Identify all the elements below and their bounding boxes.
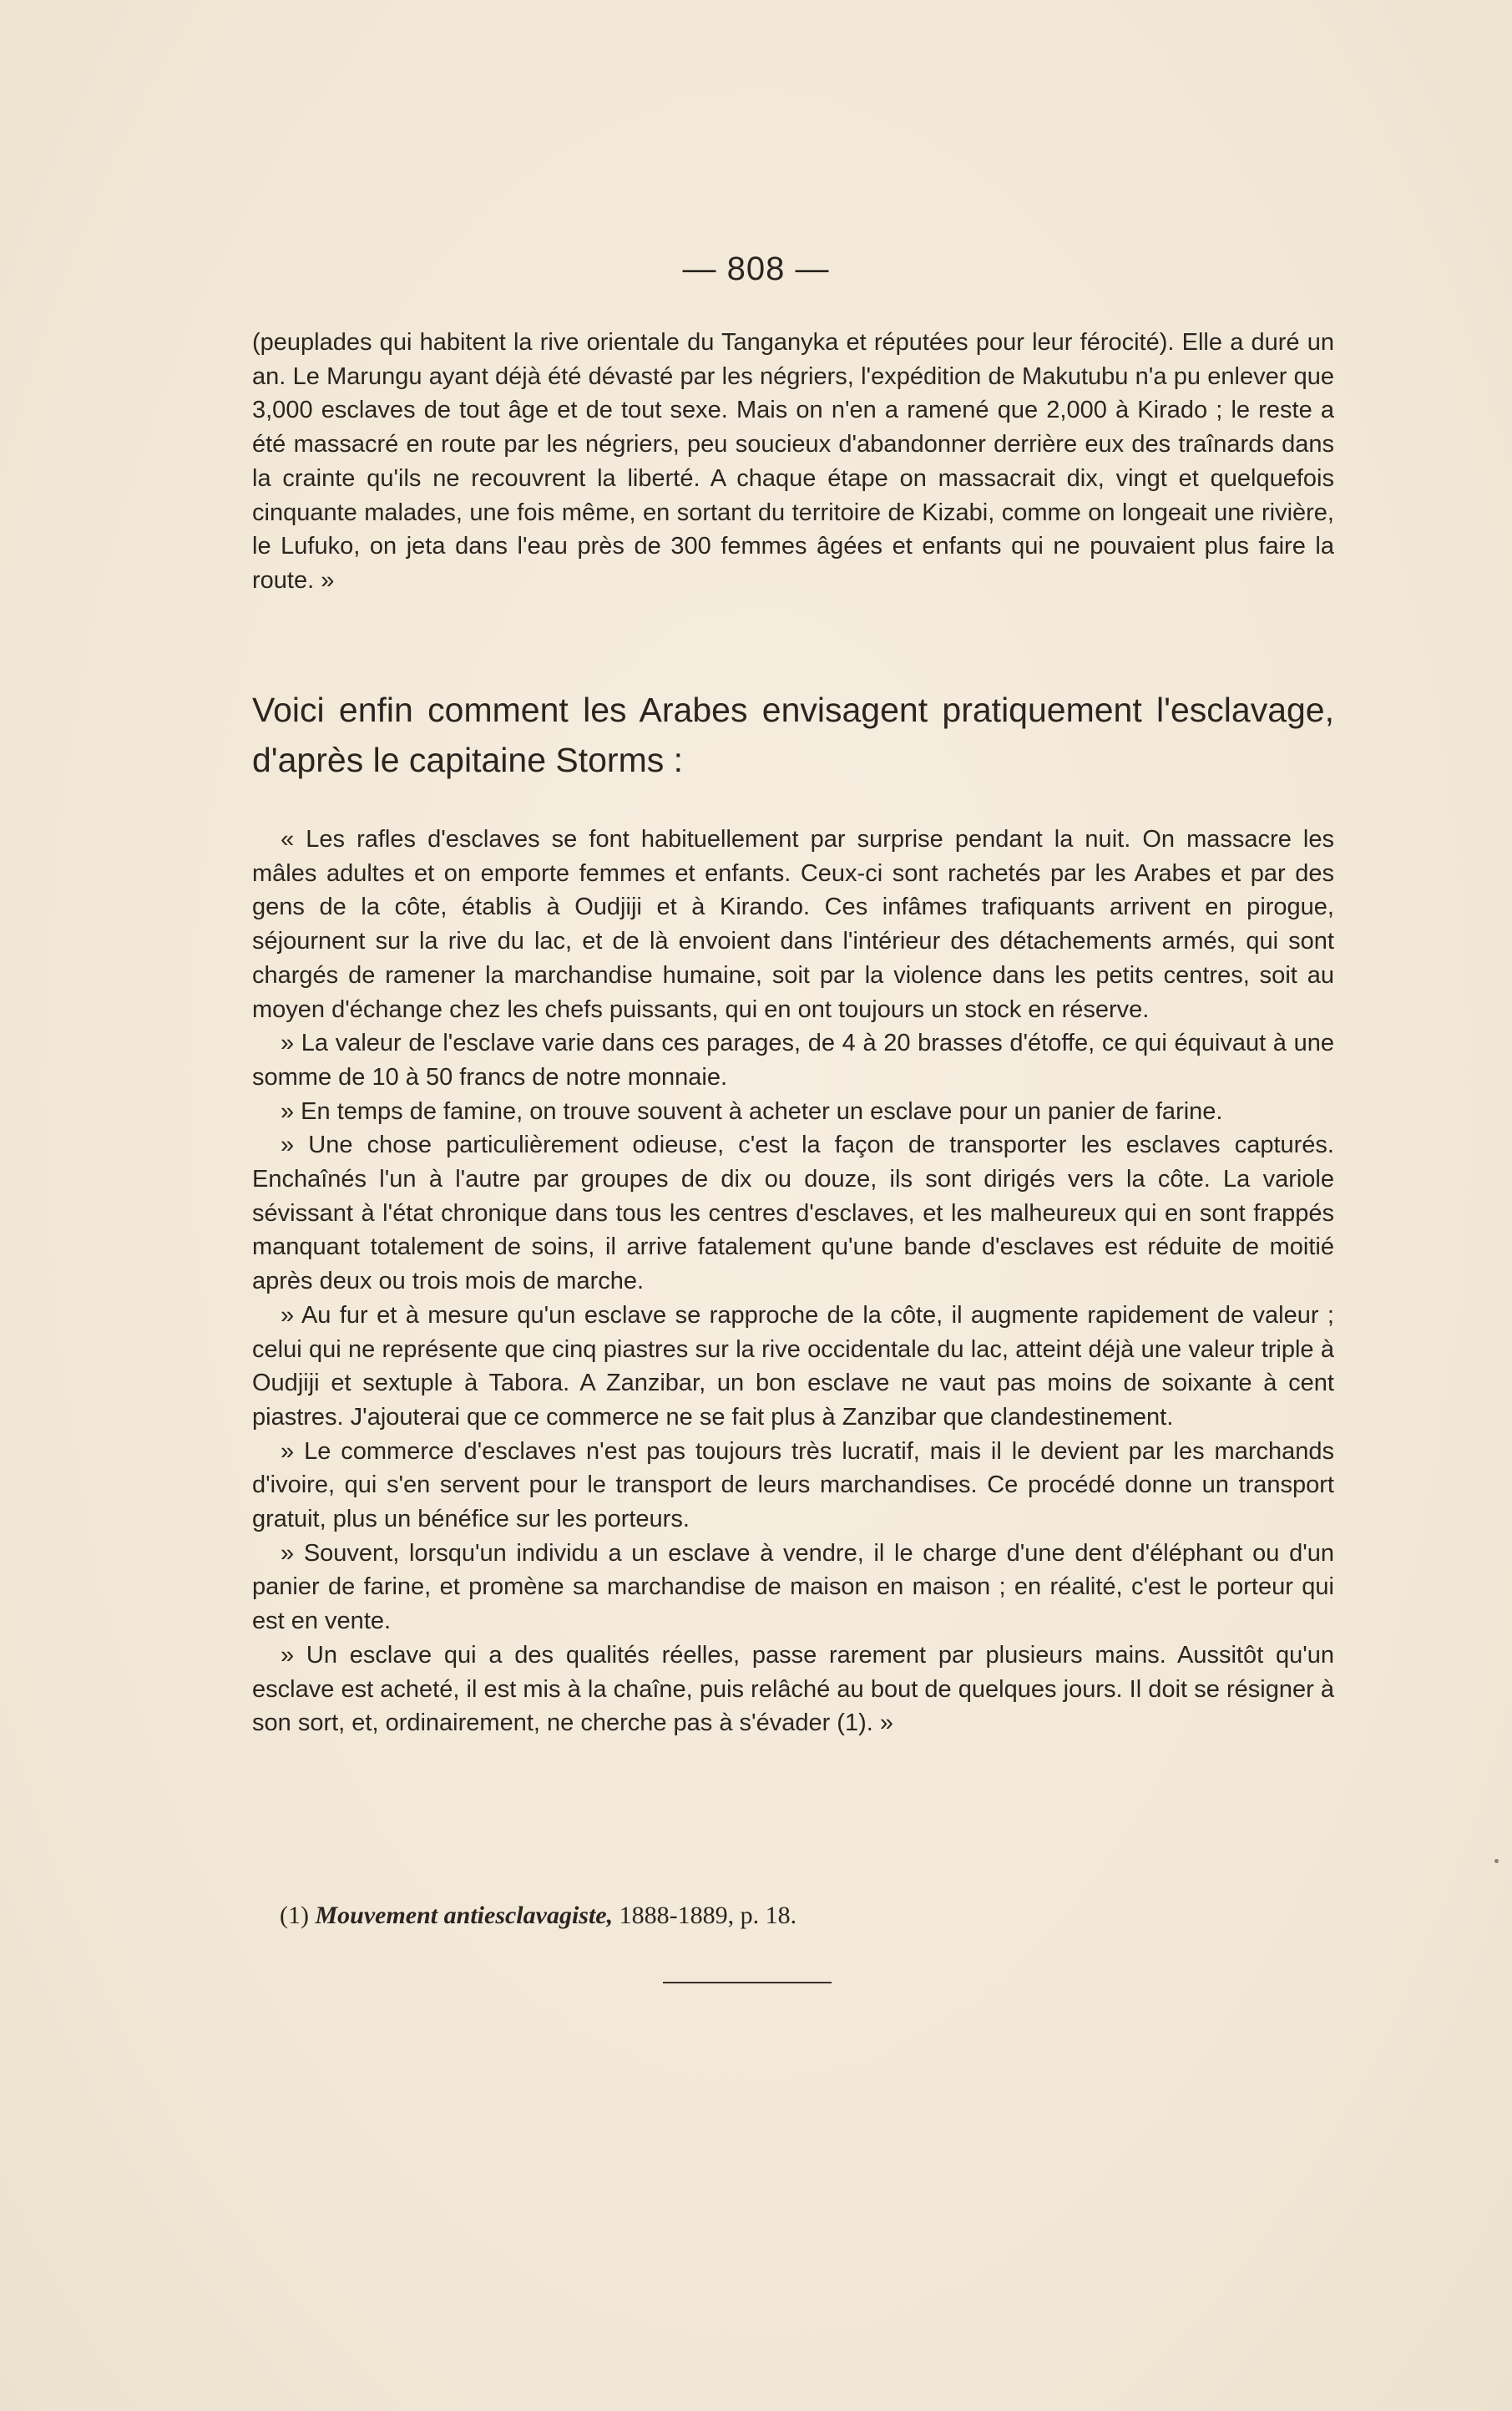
page-number: — 808 —	[682, 251, 830, 287]
end-rule	[663, 1982, 832, 1983]
footnote-title: Mouvement antiesclavagiste,	[315, 1902, 614, 1929]
quote-paragraph: « Les rafles d'esclaves se font habituellement par surprise pendant la nuit. On massacre les mâles adultes et on emporte femmes et enfants. Ceux-ci sont rachetés par les Arabes et par des gens de la côte, établis à Oudjiji et à Kirando. Ces infâmes trafiquants arrivent en pirogue, séjournent sur la rive du lac, et de là envoient dans l'intérieur des détachements armés, qui sont chargés de ramener la marchandise humaine, soit par la violence dans les petits centres, soit au moyen d'échange chez les chefs puissants, qui en ont toujours un stock en réserve.	[252, 826, 1334, 1023]
intro-paragraph: (peuplades qui habitent la rive orientale du Tanganyka et réputées pour leur férocité). Elle a duré un an. Le Marungu ayant déjà été dévasté par les négriers, l'expédition de Makutubu n'a pu enlever que 3,000 esclaves de tout âge et de tout sexe. Mais on n'en a ramené que 2,000 à Kirado ; le reste a été massacré en route par les négriers, peu soucieux d'abandonner derrière eux des traînards dans la crainte qu'ils ne recouvrent la liberté. A chaque étape on massacrait dix, vingt et quelquefois cinquante malades, une fois même, en sortant du territoire de Kizabi, comme on longeait une rivière, le Lufuko, on jeta dans l'eau près de 300 femmes âgées et enfants qui ne pouvaient plus faire la route. »	[252, 329, 1334, 594]
quote-paragraph: » Un esclave qui a des qualités réelles, passe rarement par plusieurs mains. Aussitôt qu'un esclave est acheté, il est mis à la chaîne, puis relâché au bout de quelques jours. Il doit se résigner à son sort, et, ordinairement, ne cherche pas à s'évader (1). »	[252, 1641, 1334, 1737]
quote-paragraph: » La valeur de l'esclave varie dans ces parages, de 4 à 20 brasses d'étoffe, ce qui équivaut à une somme de 10 à 50 francs de notre monnaie.	[252, 1030, 1334, 1091]
footnote-rest: 1888-1889, p. 18.	[619, 1902, 797, 1929]
quote-paragraph: » Une chose particulièrement odieuse, c'est la façon de transporter les esclaves capturés. Enchaînés l'un à l'autre par groupes de dix ou douze, ils sont dirigés vers la côte. La variole sévissant à l'état chronique dans tous les centres d'esclaves, et les malheureux qui en sont frappés manquant totalement de soins, il arrive fatalement qu'une bande d'esclaves est réduite de moitié après deux ou trois mois de marche.	[252, 1132, 1334, 1295]
quote-paragraph: » Souvent, lorsqu'un individu a un esclave à vendre, il le charge d'une dent d'éléphant ou d'un panier de farine, et promène sa marchandise de maison en maison ; en réalité, c'est le porteur qui est en vente.	[252, 1539, 1334, 1635]
footnote	[280, 1902, 1362, 1930]
section-heading: Voici enfin comment les Arabes envisagent pratiquement l'esclavage, d'après le capitaine Storms :	[252, 691, 1334, 779]
quote-paragraph: » En temps de famine, on trouve souvent à acheter un esclave pour un panier de farine.	[281, 1097, 1223, 1125]
quote-paragraph: » Au fur et à mesure qu'un esclave se rapproche de la côte, il augmente rapidement de valeur ; celui qui ne représente que cinq piastres sur la rive occidentale du lac, atteint déjà une valeur triple à Oudjiji et sextuple à Tabora. A Zanzibar, un bon esclave ne vaut pas moins de soixante à cent piastres. J'ajouterai que ce commerce ne se fait plus à Zanzibar que clandestinement.	[252, 1301, 1334, 1431]
margin-mark	[1494, 1859, 1499, 1863]
quote-paragraph: » Le commerce d'esclaves n'est pas toujours très lucratif, mais il le devient par les marchands d'ivoire, qui s'en servent pour le transport de leurs marchandises. Ce procédé donne un transport gratuit, plus un bénéfice sur les porteurs.	[252, 1437, 1334, 1533]
intro-paragraph-block	[252, 326, 1334, 598]
quote-block	[252, 823, 1334, 1740]
footnote-ref: (1)	[280, 1902, 309, 1929]
